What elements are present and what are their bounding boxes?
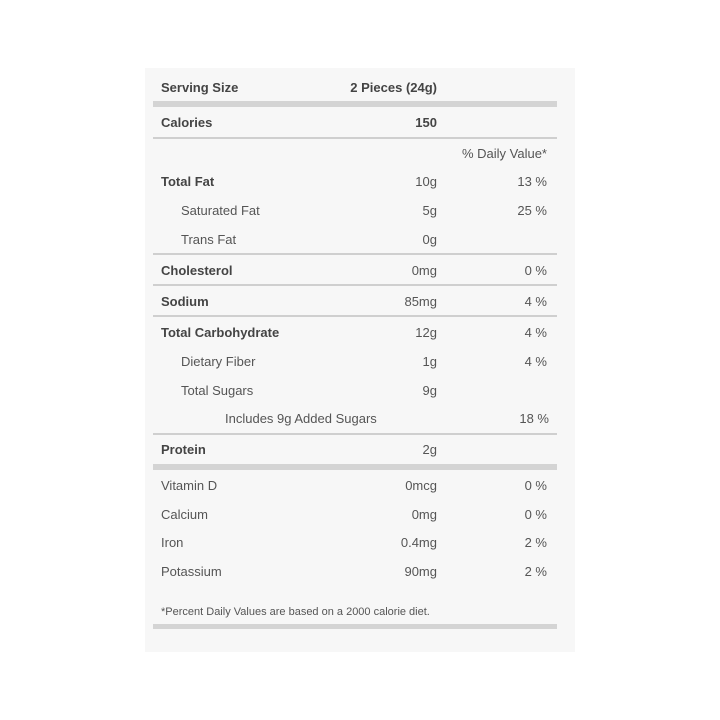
vitamin-row-calcium (161, 505, 557, 525)
nutrient-name: Sodium (161, 294, 209, 309)
nutrient-amount: 5g (422, 203, 437, 218)
divider (153, 253, 557, 255)
calories-label: Calories (161, 115, 213, 130)
nutrient-amount: 2g (422, 442, 437, 457)
nutrient-row-protein (161, 440, 557, 460)
nutrient-amount: 1g (422, 354, 437, 369)
vitamin-daily-value: 2 % (524, 535, 547, 550)
thick-divider (153, 101, 557, 107)
divider (153, 315, 557, 317)
nutrient-daily-value: 25 % (517, 203, 547, 218)
nutrient-name: Trans Fat (181, 232, 237, 247)
nutrient-row-cholesterol (161, 261, 557, 281)
nutrient-row-sodium (161, 292, 557, 312)
nutrient-daily-value: 13 % (517, 174, 547, 189)
serving-size-value: 2 Pieces (24g) (350, 80, 437, 95)
vitamin-daily-value: 0 % (524, 478, 547, 493)
vitamin-daily-value: 0 % (524, 507, 547, 522)
nutrient-amount: 9g (422, 383, 437, 398)
nutrient-daily-value: 4 % (524, 354, 547, 369)
nutrient-name: Dietary Fiber (181, 354, 256, 369)
calories-row (161, 113, 557, 133)
nutrient-daily-value: 18 % (519, 411, 549, 426)
nutrient-name: Saturated Fat (181, 203, 260, 218)
nutrient-name: Total Carbohydrate (161, 325, 280, 340)
daily-value-header: % Daily Value* (461, 146, 547, 161)
footnote: *Percent Daily Values are based on a 2000 calorie diet. (161, 606, 430, 618)
nutrient-name: Total Fat (161, 174, 215, 189)
nutrient-row-total-sugars (161, 381, 557, 401)
divider (153, 137, 557, 139)
nutrient-name: Total Sugars (181, 383, 254, 398)
nutrient-amount: 85mg (404, 294, 437, 309)
vitamin-name: Calcium (161, 507, 208, 522)
vitamin-name: Iron (161, 535, 184, 550)
nutrient-name: Includes 9g Added Sugars (225, 411, 377, 426)
vitamin-row-vitamin-d (161, 476, 557, 496)
nutrient-row-total-fat (161, 172, 557, 192)
calories-value: 150 (415, 115, 437, 130)
nutrient-amount: 12g (415, 325, 437, 340)
nutrient-row-saturated-fat (161, 201, 557, 221)
vitamin-row-iron (161, 533, 557, 553)
vitamin-name: Potassium (161, 564, 222, 579)
nutrient-row-trans-fat (161, 230, 557, 250)
nutrient-amount: 0g (422, 232, 437, 247)
serving-size-row (161, 78, 557, 98)
bottom-divider (153, 624, 557, 629)
serving-size-label: Serving Size (161, 80, 239, 95)
divider (153, 284, 557, 286)
vitamin-amount: 0.4mg (400, 535, 437, 550)
vitamin-row-potassium (161, 562, 557, 582)
nutrient-row-total-carbohydrate (161, 323, 557, 343)
daily-value-header-row (161, 144, 557, 164)
nutrient-row-added-sugars (161, 409, 557, 429)
nutrient-amount: 10g (415, 174, 437, 189)
nutrition-facts-panel (145, 68, 575, 652)
divider (153, 433, 557, 435)
vitamin-amount: 0mcg (405, 478, 437, 493)
vitamin-daily-value: 2 % (524, 564, 547, 579)
nutrient-daily-value: 4 % (524, 294, 547, 309)
thick-divider (153, 464, 557, 470)
nutrient-daily-value: 4 % (524, 325, 547, 340)
nutrient-daily-value: 0 % (524, 263, 547, 278)
nutrient-row-dietary-fiber (161, 352, 557, 372)
nutrient-name: Cholesterol (161, 263, 233, 278)
vitamin-name: Vitamin D (161, 478, 218, 493)
nutrient-amount: 0mg (411, 263, 437, 278)
vitamin-amount: 90mg (404, 564, 437, 579)
vitamin-amount: 0mg (411, 507, 437, 522)
nutrient-name: Protein (161, 442, 206, 457)
